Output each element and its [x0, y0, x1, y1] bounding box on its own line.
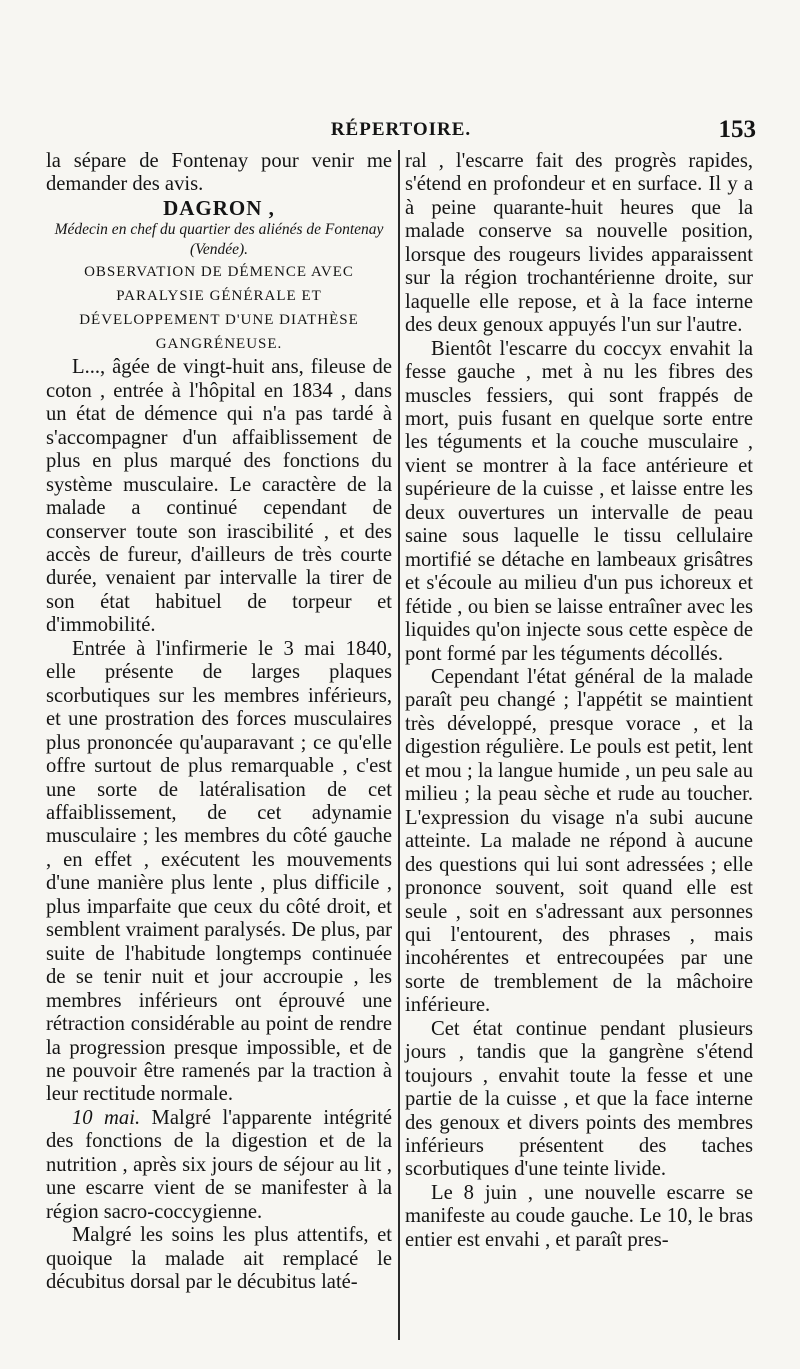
observation-title: OBSERVATION DE DÉMENCE AVEC PARALYSIE GÉNÉRALE ET DÉVELOPPEMENT D'UNE DIATHÈSE GANGRÉNEUSE. [79, 264, 359, 353]
date-label: 10 mai. [72, 1106, 141, 1129]
author-name: DAGRON , [163, 195, 275, 220]
paragraph-text: Malgré l'apparente intégrité des fonctions de la digestion et de la nutrition , après six jours de séjour au lit , une escarre vient de se manifester à la région sacro-coccygienne. [46, 1106, 393, 1223]
paragraph: Entrée à l'infirmerie le 3 mai 1840, elle présente de larges plaques scorbutiques sur les membres inférieurs, et une prostration des forces musculaires plus prononcée qu'auparavant ; ce qu'elle offre surtout de plus remarquable , c'est une sorte de latéralisation de cet affaiblissement, de cet adynamie musculaire ; les membres du côté gauche , en effet , exécutent les mouvements d'une manière plus lente , plus difficile , plus imparfaite que ceux du côté droit, et semblent vraiment paralysés. De plus, par suite de l'habitude longtemps continuée de se tenir nuit et jour accroupie , les membres inférieurs ont éprouvé une rétraction considérable au point de rendre la progression presque impossible, et de ne pouvoir être ramenés par la traction à leur rectitude normale. [46, 637, 392, 1106]
intro-paragraph: la sépare de Fontenay pour venir me demander des avis. [46, 150, 392, 196]
column-divider [398, 150, 400, 1340]
running-title: RÉPERTOIRE. [330, 119, 472, 140]
page-number: 153 [718, 116, 756, 143]
paragraph: Malgré les soins les plus attentifs, et quoique la malade ait remplacé le décubitus dorsal par le décubitus laté- [46, 1224, 392, 1294]
author-affiliation: Médecin en chef du quartier des aliénés de Fontenay (Vendée). [54, 221, 384, 259]
right-column [405, 150, 753, 1252]
paragraph [46, 1107, 392, 1224]
left-column [46, 150, 392, 1294]
running-header [46, 116, 756, 146]
paragraph: Cet état continue pendant plusieurs jours , tandis que la gangrène s'étend toujours , envahit toute la fesse et une partie de la cuisse , et que la face interne des genoux et divers points des membres inférieurs présentent des taches scorbutiques d'une teinte livide. [405, 1017, 753, 1181]
paragraph: Cependant l'état général de la malade paraît peu changé ; l'appétit se maintient très développé, presque vorace , et la digestion régulière. Le pouls est petit, lent et mou ; la langue humide , un peu sale au milieu ; la peau sèche et rude au toucher. L'expression du visage n'a subi aucune atteinte. La malade ne répond à aucune des questions qui lui sont adressées ; elle prononce souvent, soit quand elle est seule , soit en s'adressant aux personnes qui l'entourent, des phrases , mais incohérentes et entrecoupées par une sorte de tremblement de la mâchoire inférieure. [405, 665, 753, 1017]
paragraph: ral , l'escarre fait des progrès rapides, s'étend en profondeur et en surface. Il y a à peine quarante-huit heures que la malade conserve sa nouvelle position, lorsque des rougeurs livides apparaissent sur la région trochantérienne droite, sur laquelle elle repose, et à la face interne des deux genoux appuyés l'un sur l'autre. [405, 150, 753, 337]
paragraph: L..., âgée de vingt-huit ans, fileuse de coton , entrée à l'hôpital en 1834 , dans un état de démence qui n'a pas tardé à s'accompagner d'un affaiblissement de plus en plus marqué des fonctions du système musculaire. Le caractère de la malade a continué cependant de conserver toute son irascibilité , et des accès de fureur, d'ailleurs de très courte durée, venaient par intervalle la tirer de son état habituel de torpeur et d'immobilité. [46, 356, 392, 637]
paragraph: Bientôt l'escarre du coccyx envahit la fesse gauche , met à nu les fibres des muscles fessiers, qui sont frappés de mort, puis fusant en quelque sorte entre les téguments et la couche musculaire , vient se montrer à la face antérieure et supérieure de la cuisse , et laisse entre les deux ouvertures un intervalle de peau saine sous laquelle le tissu cellulaire mortifié se détache en lambeaux grisâtres et s'écoule au milieu d'un pus ichoreux et fétide , ou bien se laisse entraîner avec les liquides qu'on injecte sous cette espèce de pont formé par les téguments décollés. [405, 337, 753, 665]
paragraph: Le 8 juin , une nouvelle escarre se manifeste au coude gauche. Le 10, le bras entier est envahi , et paraît pres- [405, 1181, 753, 1251]
